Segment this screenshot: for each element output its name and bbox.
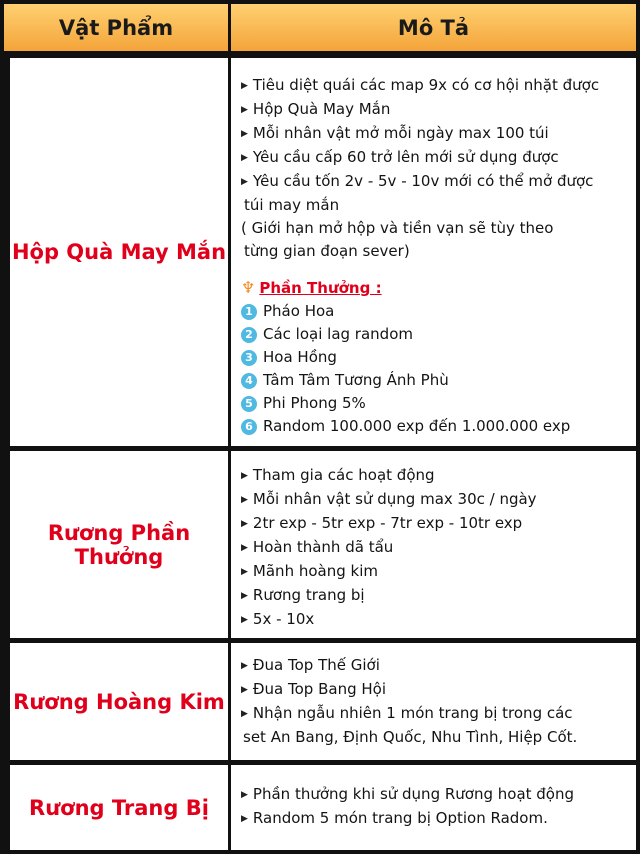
triangle-bullet-icon: ▶ [241,177,248,187]
desc-line: set An Bang, Định Quốc, Nhu Tình, Hiệp Cốt. [243,728,578,746]
desc-line: ▶ Rương trang bị [241,584,636,608]
triangle-bullet-icon: ▶ [241,615,248,625]
number-badge-icon: 3 [241,350,257,366]
triangle-bullet-icon: ▶ [241,153,248,163]
triangle-bullet-icon: ▶ [241,543,248,553]
reward-heading: ♆ Phần Thưởng : [241,278,382,297]
number-badge-icon: 2 [241,327,257,343]
desc-line: túi may mắn [244,196,340,214]
triangle-bullet-icon: ▶ [241,129,248,139]
reward-item: 6 Random 100.000 exp đến 1.000.000 exp [241,415,636,438]
triangle-bullet-icon: ▶ [241,685,248,695]
number-badge-icon: 1 [241,304,257,320]
desc-line: ▶ Mãnh hoàng kim [241,560,636,584]
triangle-bullet-icon: ▶ [241,709,248,719]
desc-line: ▶ Tham gia các hoạt động [241,464,636,488]
item-desc-cell [231,58,636,446]
item-name-cell [10,765,228,850]
item-name: Rương Trang Bị [29,795,209,820]
triangle-bullet-icon: ▶ [241,661,248,671]
item-name: Rương Phần Thưởng [47,520,191,569]
desc-line: ▶ Nhận ngẫu nhiên 1 món trang bị trong các [241,702,636,726]
desc-line: ▶ Đua Top Thế Giới [241,654,636,678]
triangle-bullet-icon: ▶ [241,105,248,115]
triangle-bullet-icon: ▶ [241,81,248,91]
triangle-bullet-icon: ▶ [241,567,248,577]
desc-line: ▶ Yêu cầu tốn 2v - 5v - 10v mới có thể mở được [241,170,636,194]
desc-line: ▶ Mỗi nhân vật sử dụng max 30c / ngày [241,488,636,512]
header-desc-label: Mô Tả [397,15,470,40]
desc-line: ▶ Phần thưởng khi sử dụng Rương hoạt động [241,783,636,807]
triangle-bullet-icon: ▶ [241,471,248,481]
triangle-bullet-icon: ▶ [241,495,248,505]
header-item-label: Vật Phẩm [58,15,174,40]
triangle-bullet-icon: ▶ [241,591,248,601]
item-desc-cell [231,765,636,850]
header-desc [231,4,636,51]
desc-line: ( Giới hạn mở hộp và tiền vạn sẽ tùy theo [241,219,554,237]
triangle-bullet-icon: ▶ [241,814,248,824]
number-badge-icon: 5 [241,396,257,412]
item-desc-cell [231,451,636,638]
item-name: Rương Hoàng Kim [13,689,225,714]
desc-line: ▶ Yêu cầu cấp 60 trở lên mới sử dụng được [241,146,636,170]
reward-item: 5 Phi Phong 5% [241,392,636,415]
desc-line: ▶ 2tr exp - 5tr exp - 7tr exp - 10tr exp [241,512,636,536]
desc-line: ▶ Random 5 món trang bị Option Radom. [241,807,636,831]
reward-item: 1 Pháo Hoa [241,300,636,323]
desc-line: từng gian đoạn sever) [244,242,410,260]
triangle-bullet-icon: ▶ [241,790,248,800]
desc-line: ▶ 5x - 10x [241,608,636,632]
reward-item: 3 Hoa Hồng [241,346,636,369]
item-name-cell [10,451,228,638]
item-name: Hộp Quà May Mắn [11,240,227,264]
item-name-cell [10,643,228,760]
desc-line: ▶ Hộp Quà May Mắn [241,98,636,122]
desc-line: ▶ Hoàn thành dã tẩu [241,536,636,560]
number-badge-icon: 6 [241,419,257,435]
triangle-bullet-icon: ▶ [241,519,248,529]
desc-line: ▶ Tiêu diệt quái các map 9x có cơ hội nhặt được [241,74,636,98]
item-desc-cell [231,643,636,760]
trident-icon: ♆ [241,278,256,297]
item-name-cell [10,58,228,446]
number-badge-icon: 4 [241,373,257,389]
desc-line: ▶ Đua Top Bang Hội [241,678,636,702]
reward-item: 2 Các loại lag random [241,323,636,346]
header-item [4,4,228,51]
reward-item: 4 Tâm Tâm Tương Ánh Phù [241,369,636,392]
desc-line: ▶ Mỗi nhân vật mở mỗi ngày max 100 túi [241,122,636,146]
